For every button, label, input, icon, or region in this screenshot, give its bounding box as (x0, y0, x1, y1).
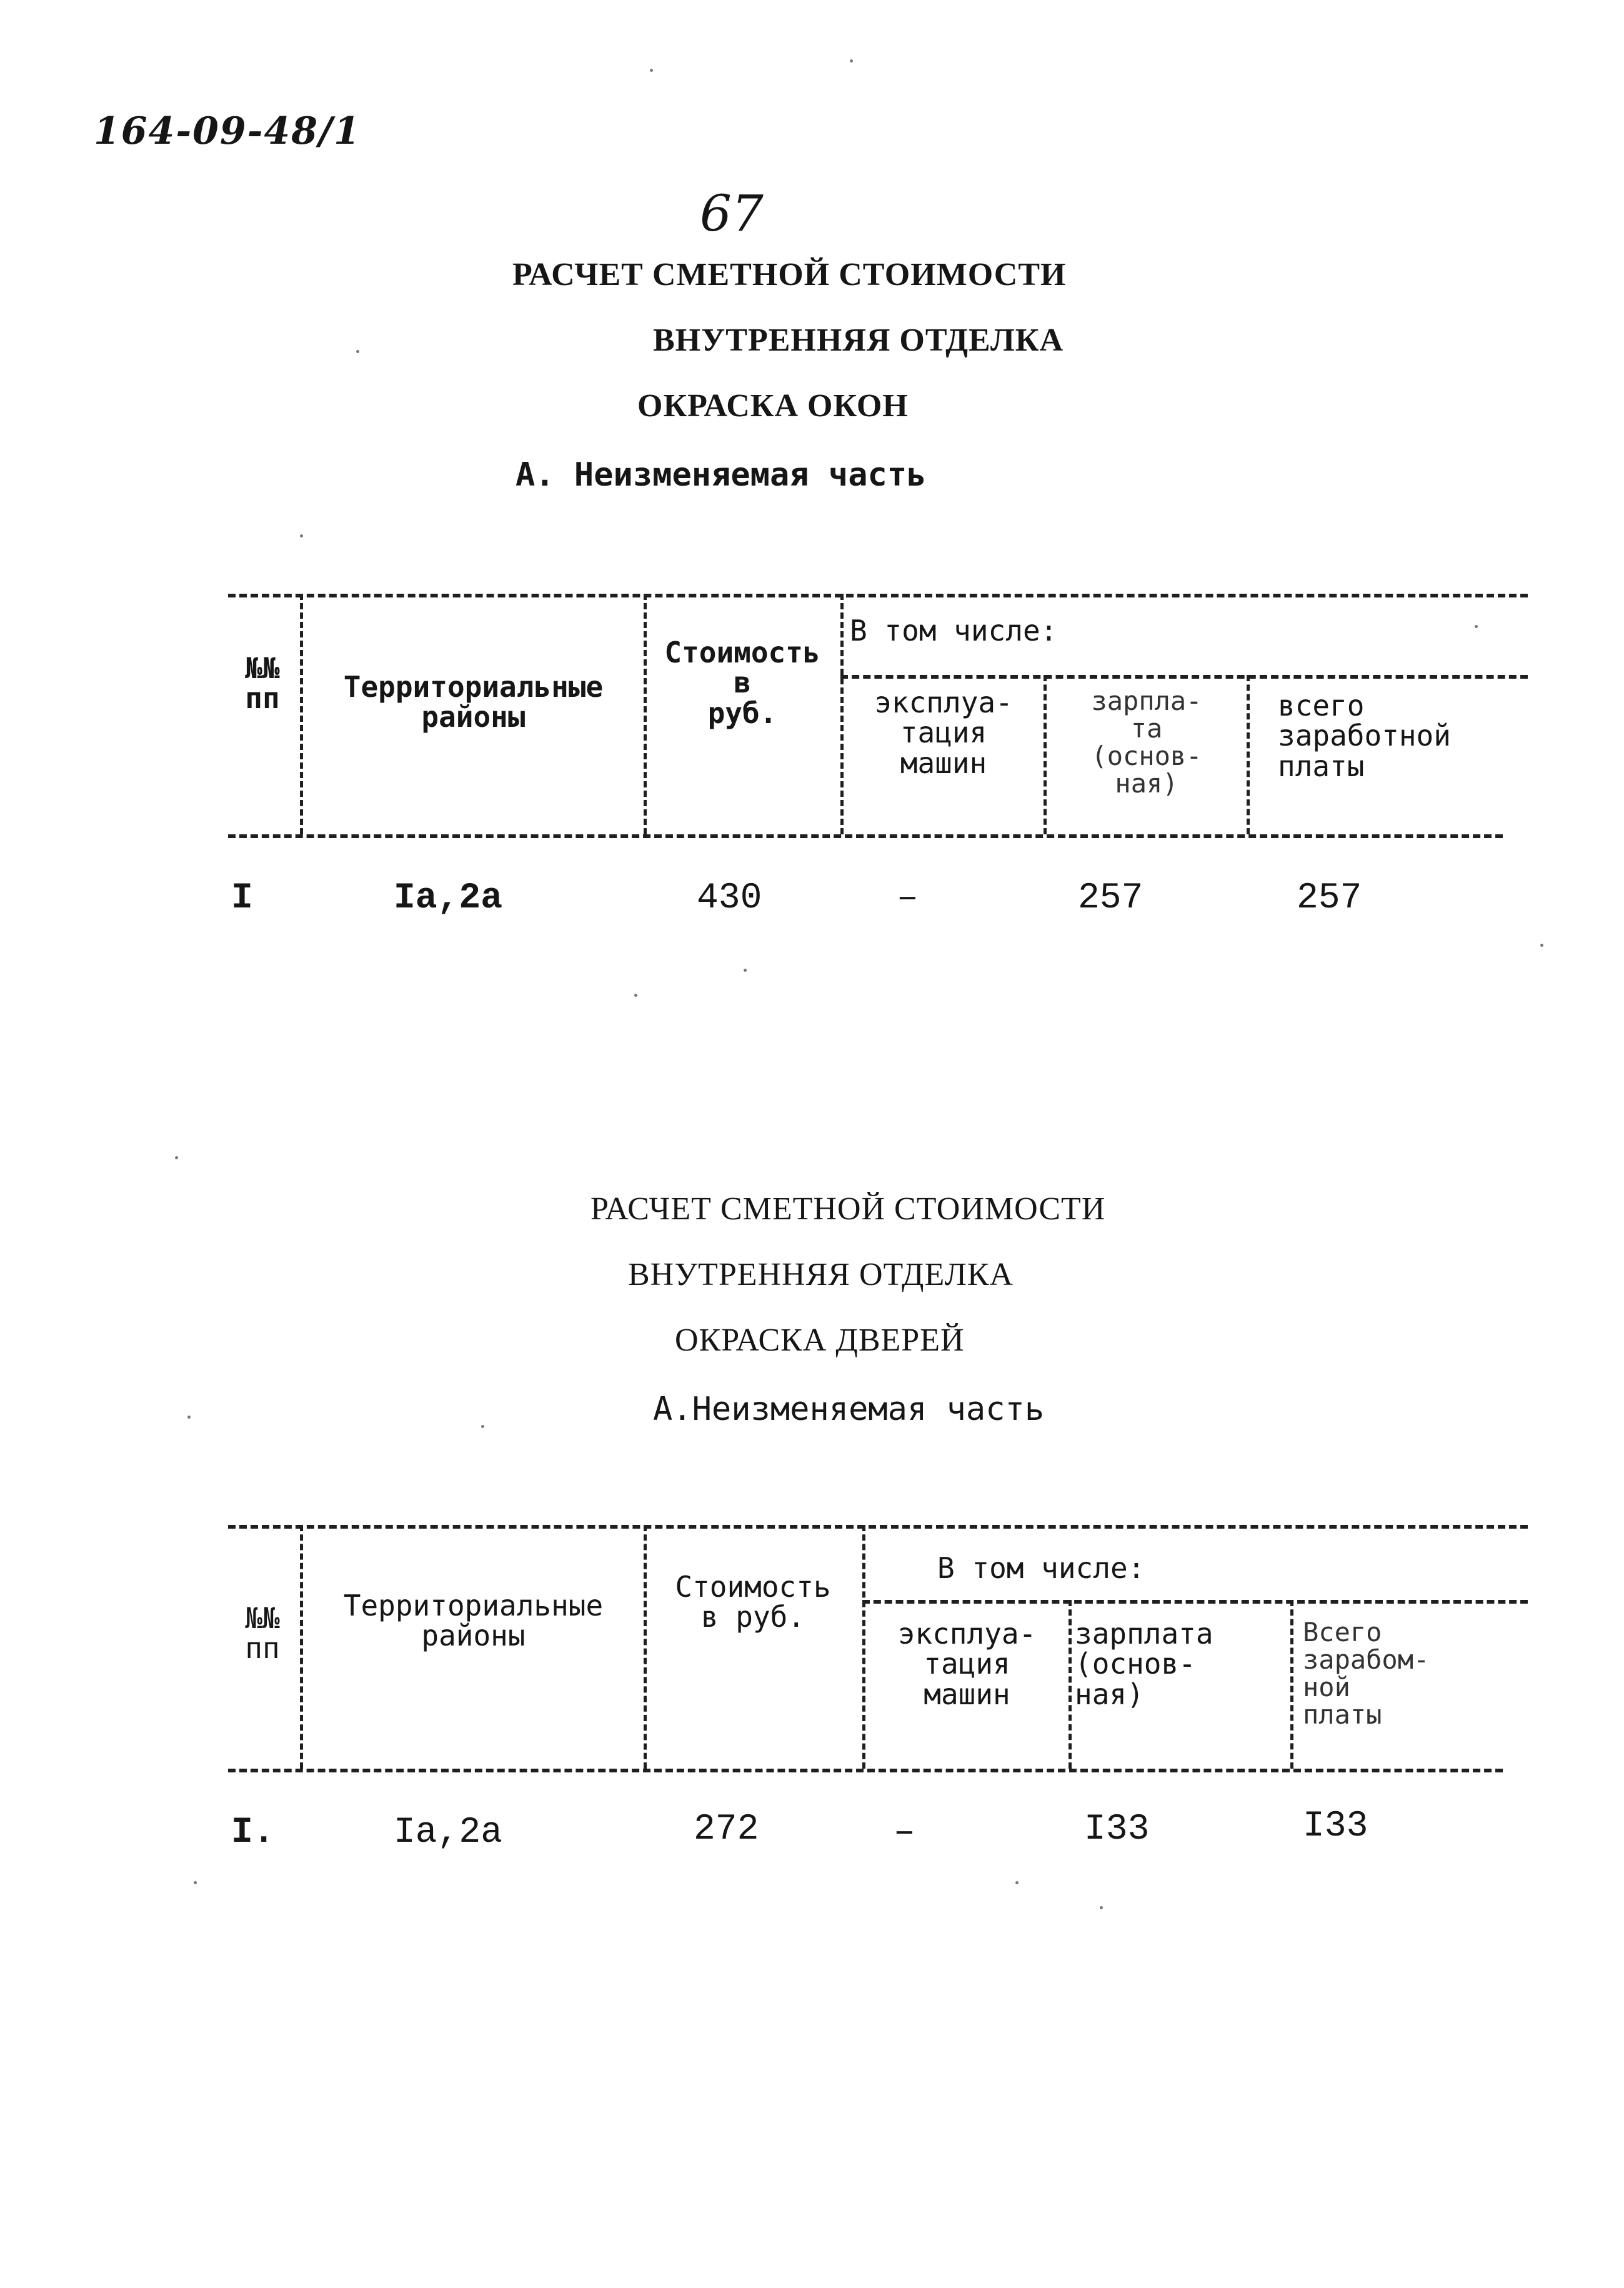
section-subtitle: ВНУТРЕННЯЯ ОТДЕЛКА (653, 322, 1064, 358)
column-header-region: Территориальные районы (343, 670, 604, 734)
column-header-wage: зарплата (основ- ная) (1075, 1617, 1213, 1711)
column-header-cost: Стоимость в руб. (664, 636, 820, 730)
row-machines: – (894, 1812, 915, 1853)
row-number: I (231, 878, 253, 919)
row-region: Ia,2a (394, 1812, 503, 1853)
row-total-wage: I33 (1303, 1806, 1368, 1847)
work-title: ОКРАСКА ОКОН (637, 388, 909, 424)
column-group-header: В том числе: (850, 614, 1058, 647)
part-title: А.Неизменяемая часть (653, 1391, 1045, 1428)
work-title: ОКРАСКА ДВЕРЕЙ (675, 1322, 965, 1358)
row-wage: I33 (1084, 1809, 1150, 1850)
column-header-cost: Стоимость в руб. (675, 1570, 831, 1634)
page-number: 67 (700, 184, 764, 242)
column-header-total-wage: Всего зарабом- ной платы (1303, 1617, 1430, 1731)
column-header-machines: эксплуа- тация машин (874, 686, 1013, 780)
section-subtitle: ВНУТРЕННЯЯ ОТДЕЛКА (628, 1257, 1014, 1292)
column-group-header: В том числе: (937, 1551, 1145, 1585)
column-header-wage: зарпла- та (основ- ная) (1091, 686, 1202, 799)
column-header-number: №№ пп (245, 1601, 280, 1666)
row-number: I. (231, 1812, 275, 1853)
column-header-total-wage: всего заработной платы (1278, 689, 1451, 783)
section-title: РАСЧЕТ СМЕТНОЙ СТОИМОСТИ (512, 257, 1067, 292)
row-cost: 272 (694, 1809, 759, 1850)
row-total-wage: 257 (1297, 878, 1362, 919)
column-header-machines: эксплуа- тация машин (897, 1617, 1037, 1711)
document-code: 164-09-48/1 (94, 109, 361, 153)
section-title: РАСЧЕТ СМЕТНОЙ СТОИМОСТИ (590, 1191, 1106, 1227)
part-title: А. Неизменяемая часть (516, 456, 927, 494)
row-cost: 430 (697, 878, 762, 919)
row-machines: – (897, 878, 919, 919)
column-header-number: №№ пп (245, 651, 280, 716)
column-header-region: Территориальные районы (343, 1589, 604, 1653)
row-region: Ia,2a (394, 878, 503, 919)
row-wage: 257 (1078, 878, 1143, 919)
